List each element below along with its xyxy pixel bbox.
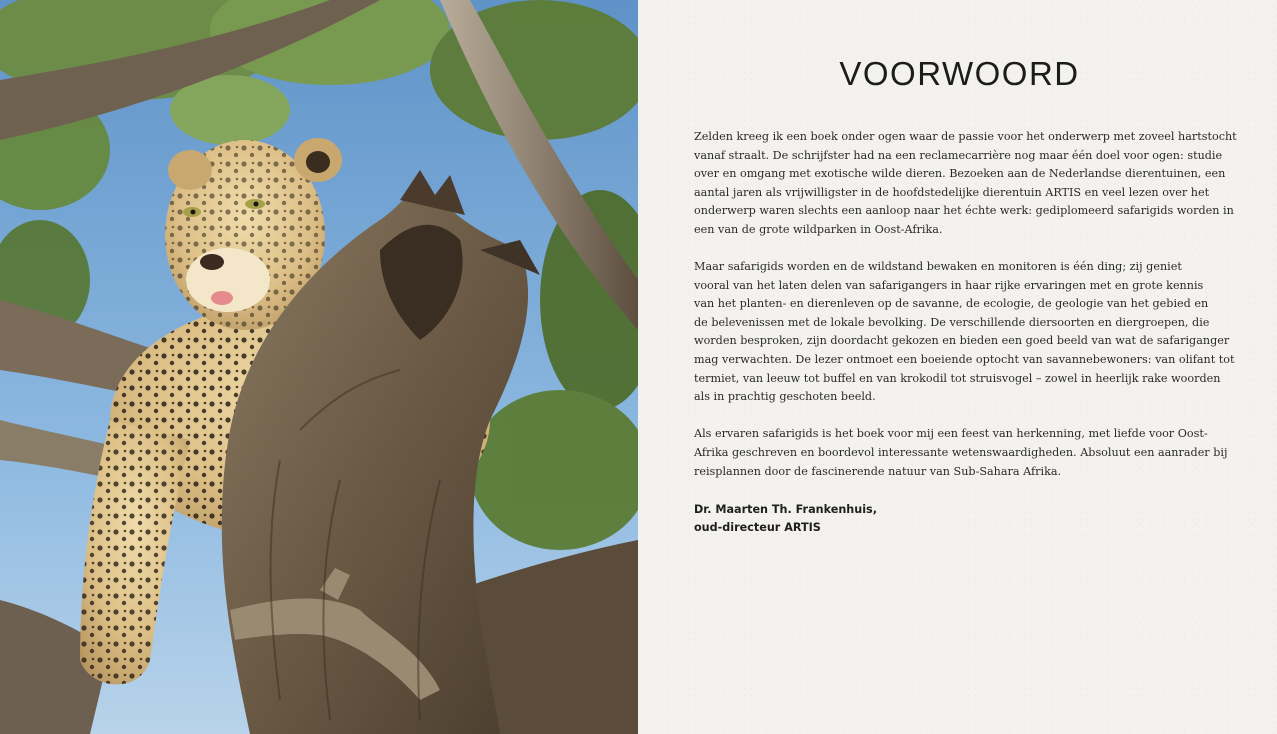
text-line: over en omgang met exotische wilde dieren. Bezoeken aan de Nederlandse dierentuinen, een (694, 167, 1226, 181)
text-page (638, 0, 1277, 734)
signature-role: oud-directeur ARTIS (694, 521, 821, 534)
text-line: aantal jaren als vrijwilligster in de hoofdstedelijke dierentuin ARTIS en veel lezen over het (694, 185, 1210, 199)
text-line: vooral van het laten delen van safarigangers in haar rijke ervaringen met en grote kennis (694, 278, 1204, 292)
paragraph-1 (694, 128, 1237, 240)
text-line: Als ervaren safarigids is het boek voor mij een feest van herkenning, met liefde voor Oost- (694, 427, 1208, 441)
article-body (694, 128, 1237, 500)
text-line: onderwerp waren slechts een aanloop naar het échte werk: gediplomeerd safarigids worden in (694, 204, 1234, 218)
text-line: worden besproken, zijn doordacht gekozen en bieden een goed beeld van wat de safariganger (694, 334, 1230, 348)
text-line: Afrika geschreven en boordevol interessante wetenswaardigheden. Absoluut een aanrader bij (694, 445, 1228, 459)
signature-name: Dr. Maarten Th. Frankenhuis, (694, 503, 877, 516)
text-line: Zelden kreeg ik een boek onder ogen waar de passie voor het onderwerp met zoveel hartstocht (694, 130, 1237, 143)
text-line: een van de grote wildparken in Oost-Afrika. (694, 222, 943, 236)
paragraph-3 (694, 425, 1234, 481)
text-line: als in prachtig geschoten beeld. (694, 390, 876, 404)
signature (694, 501, 877, 537)
leopard-photo (0, 0, 638, 734)
text-line: van het planten- en dierenleven op de savanne, de ecologie, de geologie van het gebied en (694, 297, 1209, 311)
text-line: termiet, van leeuw tot buffel en van krokodil tot struisvogel – zowel in heerlijk rake woorden (694, 371, 1221, 385)
leopard-illustration (0, 0, 638, 734)
page-title: VOORWOORD (839, 55, 1080, 92)
text-line: reisplannen door de fascinerende natuur van Sub-Sahara Afrika. (694, 464, 1062, 478)
text-line: Maar safarigids worden en de wildstand bewaken en monitoren is één ding; zij geniet (694, 260, 1182, 274)
text-line: de belevenissen met de lokale bevolking. De verschillende diersoorten en diergroepen, die (694, 315, 1210, 329)
paragraph-2 (694, 258, 1234, 407)
text-line: vanaf straalt. De schrijfster had na een reclamecarrière nog maar één doel voor ogen: studie (694, 148, 1223, 162)
text-line: mag verwachten. De lezer ontmoet een boeiende optocht van savannebewoners: van olifant tot (694, 353, 1235, 367)
